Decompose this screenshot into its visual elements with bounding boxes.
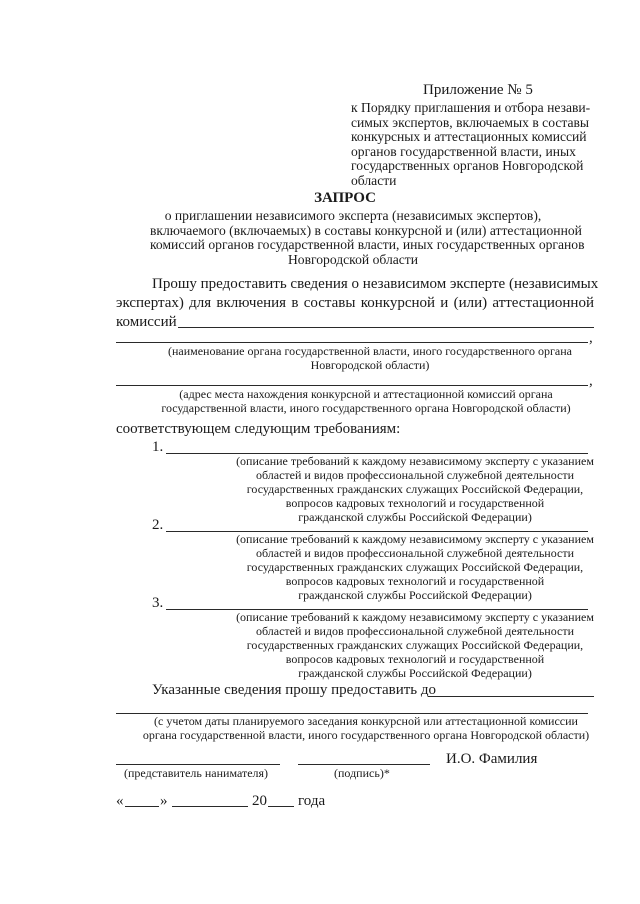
appendix-line: государственных органов Новгородской — [351, 158, 584, 173]
signature-blank-line[interactable] — [298, 764, 430, 765]
appendix-title: Приложение № 5 — [423, 82, 533, 98]
caption-line: (описание требований к каждому независимому эксперту с указанием — [236, 454, 594, 468]
caption-line: областей и видов профессиональной служебной деятельности — [255, 546, 575, 560]
caption-line: вопросов кадровых технологий и государственной — [285, 574, 545, 588]
caption-line: органа государственной власти, иного государственного органа Новгородской области) — [142, 728, 590, 742]
caption-line: (с учетом даты планируемого заседания конкурсной или аттестационной комиссии — [154, 714, 578, 728]
date-month-blank[interactable] — [172, 806, 248, 807]
caption-line: областей и видов профессиональной служебной деятельности — [255, 468, 575, 482]
requirement-1-caption — [150, 454, 640, 524]
date-close-quote: » — [160, 793, 168, 809]
appendix-text — [351, 101, 590, 188]
caption-line: гражданской службы Российской Федерации) — [298, 588, 532, 602]
caption-line: (адрес места нахождения конкурсной и аттестационной комиссий органа — [179, 387, 553, 401]
date-year-blank[interactable] — [268, 806, 294, 807]
caption-line: государственных гражданских служащих Российской Федерации, — [246, 638, 584, 652]
appendix-line: органов государственной власти, иных — [351, 143, 576, 159]
subtitle-line: Новгородской области — [287, 251, 419, 267]
request-line-2: экспертах) для включения в составы конкурсной и (или) аттестационной — [116, 295, 594, 311]
comma: , — [589, 373, 593, 389]
organization-blank-line[interactable] — [178, 327, 594, 328]
caption-line: Новгородской области) — [310, 358, 430, 372]
caption-line: (описание требований к каждому независимому эксперту с указанием — [236, 532, 594, 546]
caption-line: гражданской службы Российской Федерации) — [298, 510, 532, 524]
subtitle-line: о приглашении независимого эксперта (независимых экспертов), — [164, 208, 542, 223]
document-subtitle — [150, 208, 585, 267]
signature-caption: (подпись)* — [334, 766, 390, 780]
caption-line: государственных гражданских служащих Российской Федерации, — [246, 560, 584, 574]
requirements-intro: соответствующем следующим требованиям: — [116, 421, 401, 437]
requirement-number-1: 1. — [152, 439, 164, 455]
organization-blank-line-2[interactable] — [116, 342, 588, 343]
caption-line: областей и видов профессиональной служебной деятельности — [255, 624, 575, 638]
deadline-blank-line[interactable] — [428, 696, 594, 697]
appendix-line: области — [351, 172, 397, 188]
address-caption — [126, 387, 606, 415]
caption-line: (наименование органа государственной власти, иного государственного органа — [167, 344, 573, 358]
date-day-blank[interactable] — [125, 806, 159, 807]
address-blank-line[interactable] — [116, 385, 588, 386]
caption-line: вопросов кадровых технологий и государственной — [285, 652, 545, 666]
caption-line: государственных гражданских служащих Российской Федерации, — [246, 482, 584, 496]
requirement-2-caption — [150, 532, 640, 602]
caption-line: гражданской службы Российской Федерации) — [298, 666, 532, 680]
document-title: ЗАПРОС — [314, 190, 376, 206]
date-open-quote: « — [116, 793, 124, 809]
comma: , — [589, 330, 593, 346]
appendix-line: конкурсных и аттестационных комиссий — [351, 129, 587, 144]
date-year-word: года — [298, 793, 326, 809]
employer-blank-line[interactable] — [116, 764, 280, 765]
requirement-3-caption — [150, 610, 640, 680]
caption-line: вопросов кадровых технологий и государственной — [285, 496, 545, 510]
organization-caption — [130, 344, 610, 372]
appendix-line: симых экспертов, включаемых в составы — [351, 114, 590, 130]
subtitle-line: комиссий органов государственной власти, иных государственных органов — [150, 237, 585, 252]
deadline-caption — [96, 714, 636, 742]
date-century: 20 — [252, 793, 267, 809]
requirement-number-2: 2. — [152, 517, 164, 533]
signer-name: И.О. Фамилия — [446, 751, 538, 767]
caption-line: (описание требований к каждому независимому эксперту с указанием — [236, 610, 594, 624]
request-word: комиссий — [116, 314, 177, 330]
employer-caption: (представитель нанимателя) — [124, 766, 269, 780]
request-line-1: Прошу предоставить сведения о независимом эксперте (независимых — [152, 276, 599, 292]
requirement-number-3: 3. — [152, 595, 164, 611]
deadline-text: Указанные сведения прошу предоставить до — [152, 682, 437, 698]
subtitle-line: включаемого (включаемых) в составы конкурсной и (или) аттестационной — [150, 222, 582, 238]
appendix-line: к Порядку приглашения и отбора незави- — [351, 100, 591, 115]
caption-line: государственной власти, иного государственного органа Новгородской области) — [161, 401, 571, 415]
